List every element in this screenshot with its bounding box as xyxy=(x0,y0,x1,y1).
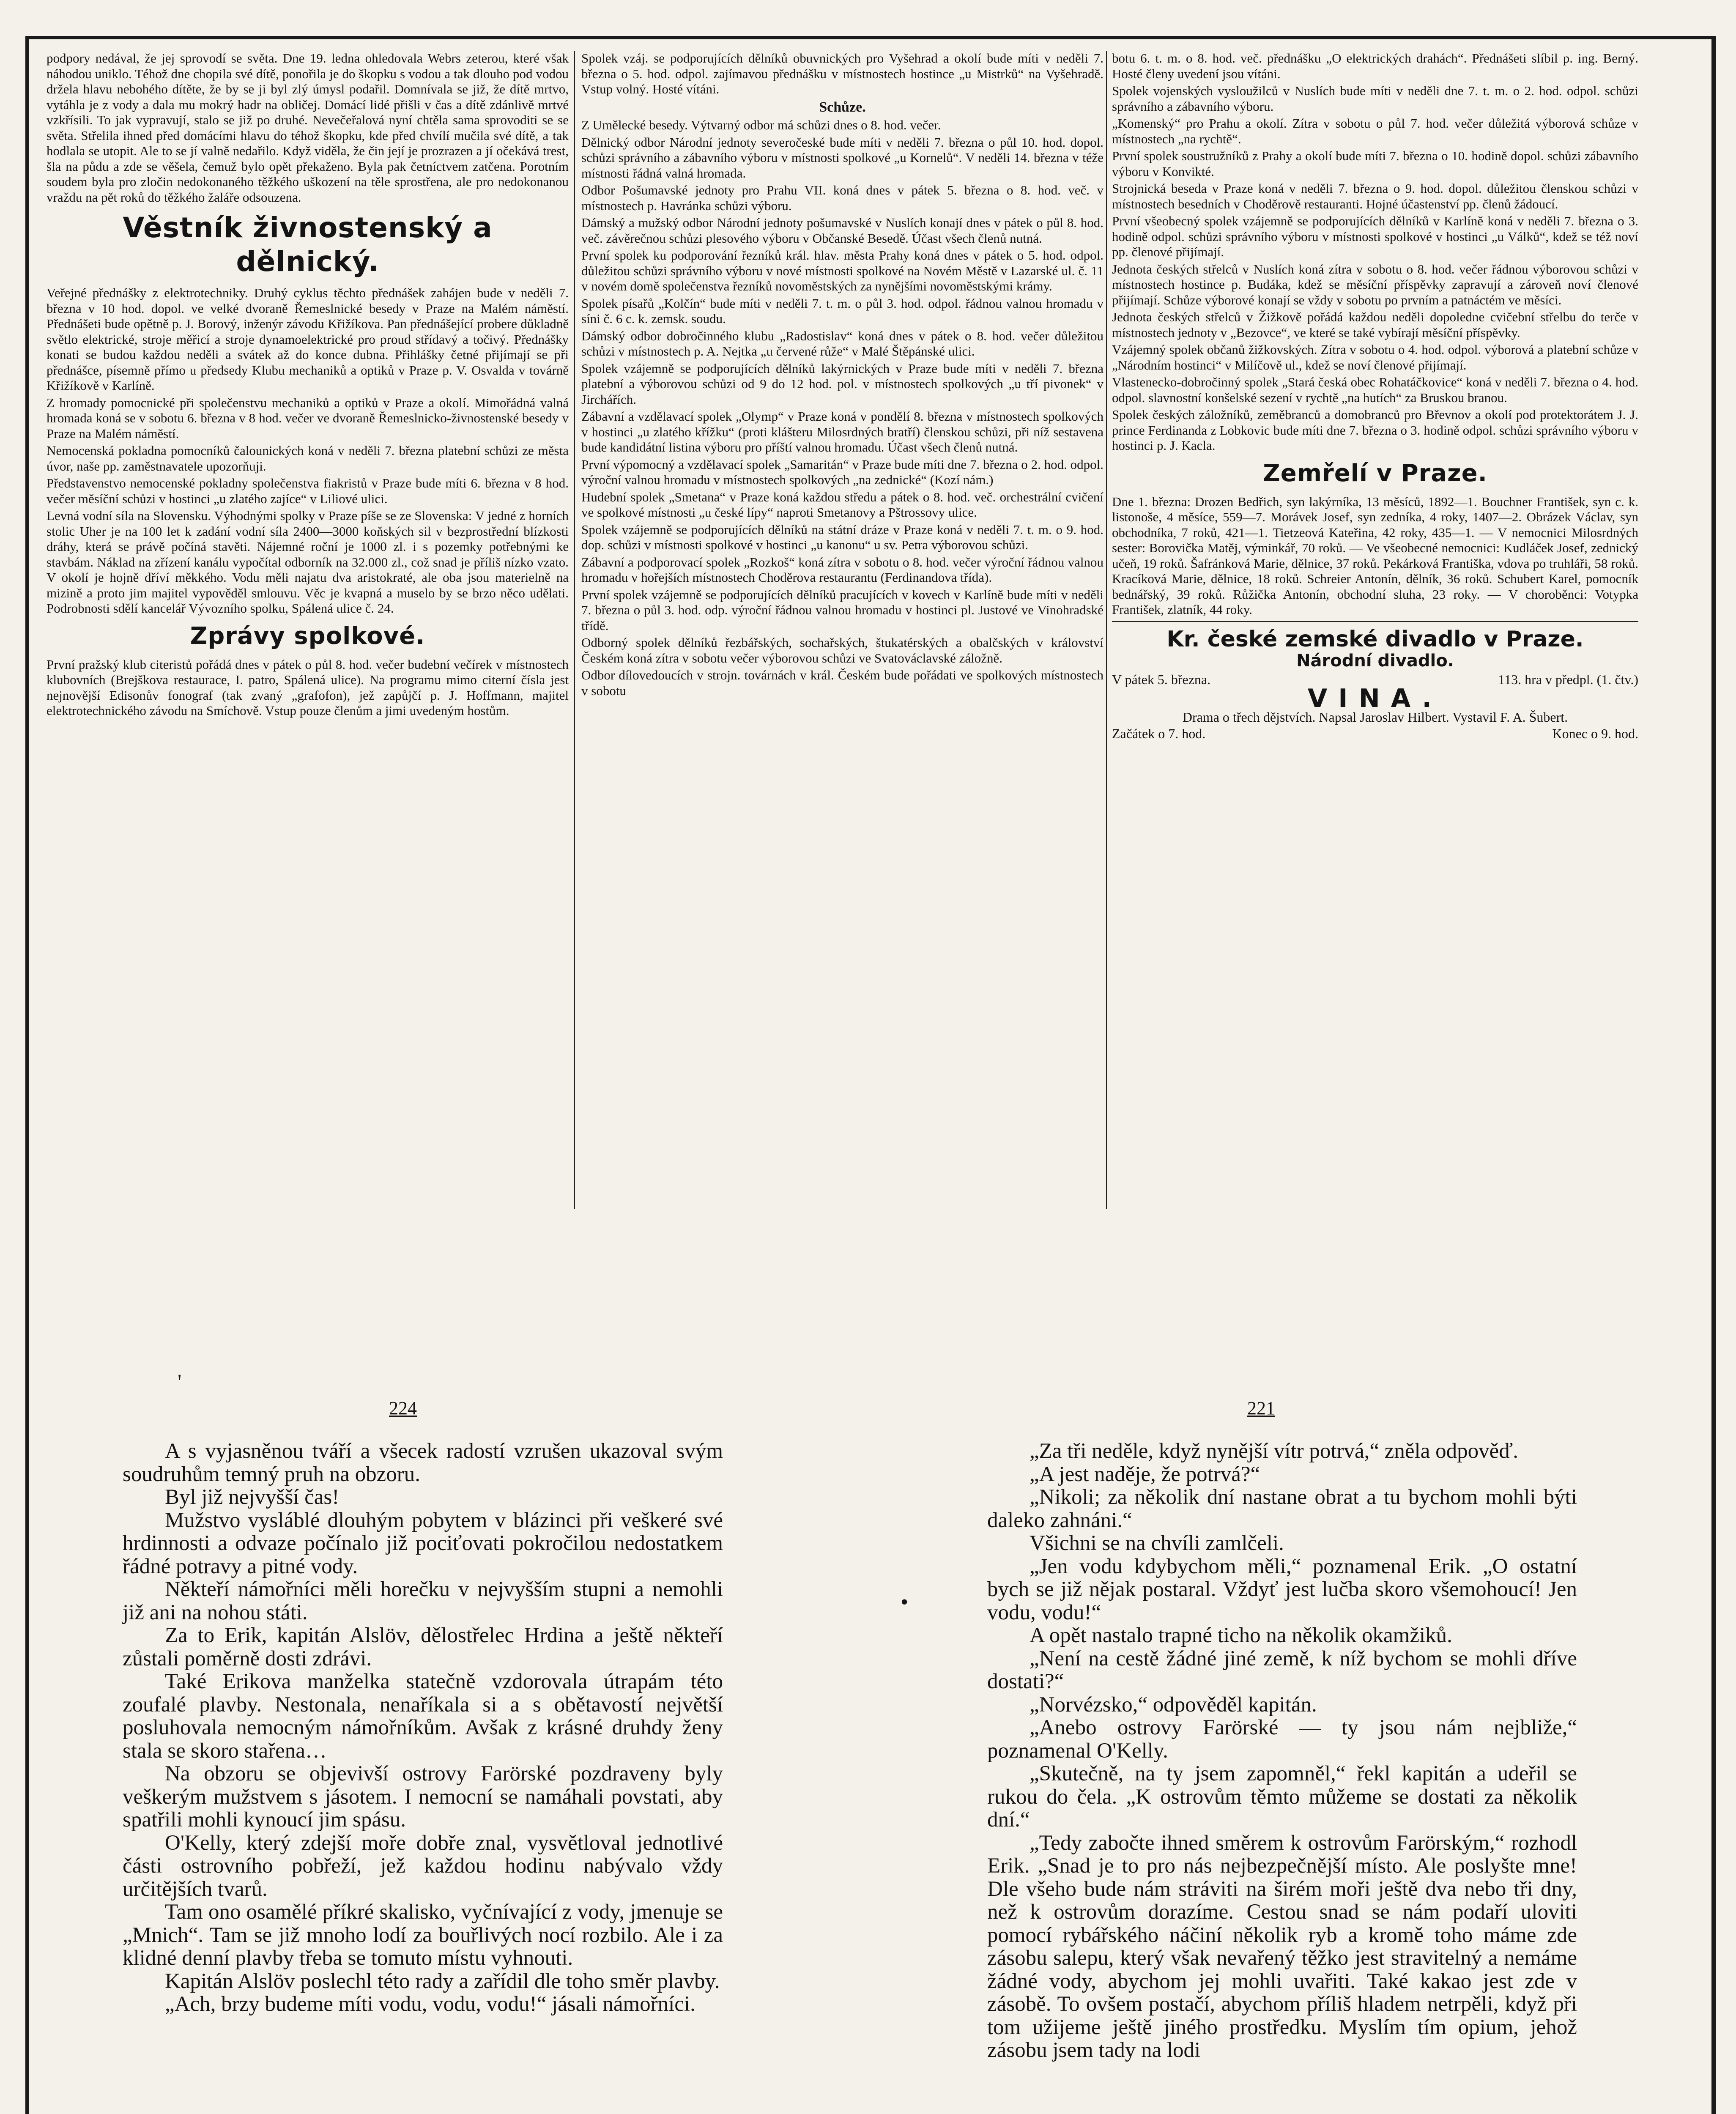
bullet-mark: • xyxy=(901,1590,909,1614)
page-number-right: 221 xyxy=(1247,1398,1275,1418)
page-frame-left xyxy=(25,36,29,2114)
page-number-left: 224 xyxy=(389,1398,417,1418)
book-paragraph: Také Erikova manželka statečně vzdorovala útrapám této zoufalé plavby. Nestonala, nenaříkala si a s obětavostí největší posluhovala nemocným námořníkům. Avšak z krásné druhdy ženy stala se skoro stařena… xyxy=(123,1670,723,1763)
book-paragraph: „Norvézsko,“ odpověděl kapitán. xyxy=(1030,1692,1317,1717)
heading-zemreli: Zemřelí v Praze. xyxy=(1263,459,1487,487)
article-paragraph: Z hromady pomocnické při společenstvu mechaniků a optiků v Praze a okolí. Mimořádná valná hromada koná se v sobotu 6. března v 8 hod. večer ve dvoraně Řemeslnicko-živnostenské besedy v Praze na Malém náměstí. xyxy=(47,395,569,441)
margin-mark: ' xyxy=(178,1370,182,1394)
newspaper-column-1 xyxy=(47,51,569,720)
heading-vestnik: Věstník živnostenský a dělnický. xyxy=(123,211,493,278)
notice-paragraph: První výpomocný a vzdělavací spolek „Samaritán“ v Praze bude míti dne 7. března o 2. hod. odpol. výroční valnou hromadu v místnostech spolkových „na zednické“ (Kozí nám.) xyxy=(581,457,1103,487)
notice-paragraph: Jednota českých střelců v Nuslích koná zítra v sobotu o 8. hod. večer řádnou výborovou schůzi v místnostech hostince p. Budáka, kdež se měsíční příspěvky zapravují a zároveň noví členové přijímají. Schůze výborové konají se vždy v sobotu po prvním a patnáctém ve měsíci. xyxy=(1112,261,1638,307)
section-rule xyxy=(1112,621,1638,622)
book-paragraph: Někteří námořníci měli horečku v nejvyšším stupni a nemohli již ani na nohou státi. xyxy=(123,1577,723,1624)
notice-paragraph: Vzájemný spolek občanů žižkovských. Zítra v sobotu o 4. hod. odpol. výborová a platební schůze v „Národním hostinci“ v Milíčově ul., kdež se noví členové přijímají. xyxy=(1112,342,1638,372)
column-divider xyxy=(574,51,575,1209)
column-divider xyxy=(1106,51,1107,1209)
book-paragraph: „A jest naděje, že potrvá?“ xyxy=(1030,1462,1260,1486)
article-paragraph: Levná vodní síla na Slovensku. Výhodnými spolky v Praze píše se ze Slovenska: V jedné z horních stolic Uher je na 100 let k zadání vodní síla 2400—3000 koňských sil v bezprostřední blízkosti dráhy, která se právě počíná stavěti. Nájemné roční je 1000 zl. i s pozemky potřebnými ke stavbám. Náklad na zřízení kanálu vypočítal odborník na 32.000 zl., což snad je příliš nízko vzato. V okolí je hojně dříví měkkého. Vodu měli najatu dva aristokraté, ale oba jsou materielně na mizině a proto jim majitel vypověděl smlouvu. Věc je kvapná a muselo by se brzo něco udělati. Podrobnosti sdělí kancelář Vývozního spolku, Spálená ulice č. 24. xyxy=(47,508,569,616)
zemreli-list xyxy=(1112,494,1638,618)
book-paragraph: Kapitán Alslöv poslechl této rady a zařídil dle toho směr plavby. xyxy=(165,1969,720,1993)
notice-paragraph: Dámský odbor dobročinného klubu „Radostislav“ koná dnes v pátek o 8. hod. večer důležitou schůzi v místnostech p. A. Nejtka „u červené růže“ v Malé Štěpánské ulici. xyxy=(581,328,1103,359)
notice-paragraph: První spolek soustružníků z Prahy a okolí bude míti 7. března o 10. hodině dopol. schůzi zábavního výboru v Konvikté. xyxy=(1112,148,1638,179)
book-paragraph: Všichni se na chvíli zamlčeli. xyxy=(1030,1531,1284,1555)
page-frame-top xyxy=(25,36,1712,39)
book-paragraph: Byl již nejvyšší čas! xyxy=(165,1485,340,1509)
article-paragraph: Veřejné přednášky z elektrotechniky. Druhý cyklus těchto přednášek zahájen bude v neděli 7. března v 10 hod. dopol. ve velké dvoraně Řemeslnické besedy v Praze na Malém náměstí. Přednášeti bude opětně p. J. Borový, inženýr závodu Křižíkova. Pan přednášející probere důkladně světlo elektrické, stroje měřicí a stroje dynamoelektrické pro proud střídavý a točivý. Přednášky konati se budou každou neděli a svátek až do konce dubna. Přihlášky četné přijímají se při přednášce, písemně přímo u předsedy Klubu mechaniků a optiků v Praze p. V. Osvalda v továrně Křižíkově v Karlíně. xyxy=(47,285,569,393)
notice-paragraph: Jednota českých střelců v Žižkově pořádá každou neděli dopoledne cvičební střelbu do terče v místnostech jednoty v „Bezovce“, ve které se také vybírají měsíční příspěvky. xyxy=(1112,309,1638,340)
article-paragraph: podpory nedával, že jej sprovodí se světa. Dne 19. ledna ohledovala Webrs zeterou, které však náhodou uniklo. Téhož dne chopila své dítě, ponořila je do škopku s vodou a tak dlouho pod vodou držela hlavu nebohého dítěte, že by se ji byl zlý úmysl podařil. Domnívala se již, že dítě mrtvo, vytáhla je z vody a dala mu mokrý hadr na obličej. Domácí lidé přišli v čas a dítě zdánlivě mrtvé vzkřísili. To jak vypravují, stalo se již po druhé. Nevečeřalová nyní chtěla sama sprovoditi se se světa. Střelila ihned před domácími hlavu do téhož škopku, kde před chvílí mučila své dítě, a tak hodlala se utopit. Ale to se jí valně nedařilo. Když viděla, že čin její je prozrazen a jí očekává trest, šla na půdu a zde se věšela, čemuž bylo opět překaženo. Byla pak četníctvem zatčena. Porotním soudem byla pro zločin nedokonaného těžkého uškození na těle sprostřena, ale pro nedokonanou vraždu na pět roků do těžkého žaláře odsouzena. xyxy=(47,51,569,205)
notice-paragraph: První spolek ku podporování řezníků král. hlav. města Prahy koná dnes v pátek o 5. hod. odpol. důležitou schůzi správního výboru v nové místnosti spolkové na Novém Městě v Lazarské ul. č. 11 v novém domě společenstva řezníků novoměstských za nynějšími novoměstskými krámy. xyxy=(581,248,1103,293)
column-3-notices xyxy=(1112,51,1638,454)
theatre-play-title: VINA. xyxy=(1307,683,1443,713)
notice-paragraph: Odbor dílovedoucích v strojn. továrnách v král. Českém bude pořádati ve spolkových místnostech v sobotu xyxy=(581,668,1103,698)
book-paragraph: „Není na cestě žádné jiné země, k níž bychom se mohli dříve dostati?“ xyxy=(987,1646,1577,1693)
notice-paragraph: Zábavní a podporovací spolek „Rozkoš“ koná zítra v sobotu o 8. hod. večer výroční řádnou valnou hromadu v hořejších místnostech Choděrova restaurantu (Ferdinandova třída). xyxy=(581,554,1103,585)
notice-paragraph: Spolek vojenských vysloužilců v Nuslích bude míti v neděli dne 7. t. m. o 2. hod. odpol. schůzi správního a zábavního výboru. xyxy=(1112,83,1638,114)
book-paragraph: „Nikoli; za několik dní nastane obrat a tu bychom mohli býti daleko zahnáni.“ xyxy=(987,1485,1577,1532)
theatre-subscription: 113. hra v předpl. (1. čtv.) xyxy=(1498,672,1638,687)
notice-paragraph: První všeobecný spolek vzájemně se podporujících dělníků v Karlíně koná v neděli 7. března o 3. hodině odpol. schůzi správního výboru v místnosti spolkové v hostinci „u Válků“, kdež se též noví pp. členové přijímají. xyxy=(1112,214,1638,259)
book-paragraph: „Ach, brzy budeme míti vodu, vodu, vodu!“ jásali námořníci. xyxy=(165,1992,695,2016)
book-paragraph: „Anebo ostrovy Farörské — ty jsou nám nejbliže,“ poznamenal O'Kelly. xyxy=(987,1716,1577,1763)
notice-paragraph: Odborný spolek dělníků řezbářských, sochařských, štukatérských a obalčských v království Českém koná zítra v sobotu večer výborovou schůzi ve Svatováclavské záložně. xyxy=(581,635,1103,665)
notice-paragraph: Dělnický odbor Národní jednoty severočeské bude míti v neděli 7. března o půl 10. hod. dopol. schůzi správního a zábavního výboru v místnosti spolkové „u Kornelů“. V neděli 14. března v téže místnosti řádná valná hromada. xyxy=(581,134,1103,181)
book-paragraph: O'Kelly, který zdejší moře dobře znal, vysvětloval jednotlivé části ostrovního pobřeží, jež každou hodinu nabývalo vždy určitějších tvarů. xyxy=(123,1831,723,1901)
notice-paragraph: Spolek vzáj. se podporujících dělníků obuvnických pro Vyšehrad a okolí bude míti v neděli 7. března o 5. hod. odpol. zajímavou přednášku v místnostech hostince „u Mistrků“ na Vyšehradě. Vstup volný. Hosté vítáni. xyxy=(581,51,1103,96)
book-paragraph: Za to Erik, kapitán Alslöv, dělostřelec Hrdina a ještě někteří zůstali poměrně dosti zdrávi. xyxy=(123,1624,723,1670)
subheading-schuze: Schůze. xyxy=(819,99,866,115)
notice-paragraph: Z Umělecké besedy. Výtvarný odbor má schůzi dnes o 8. hod. večer. xyxy=(581,118,941,132)
book-paragraph: Na obzoru se objevivší ostrovy Farörské pozdraveny byly veškerým mužstvem s jásotem. I nemocní se namáhali povstati, aby spatřili mohli kynoucí jim spásu. xyxy=(123,1762,723,1832)
article-paragraph: První pražský klub citeristů pořádá dnes v pátek o půl 8. hod. večer budební večírek v místnostech klubovních (Brejškova restaurace, I. patro, Spálená ulice). Na programu mimo citerní čísla jest nejnovější Edisonův fonograf (tak zvaný „grafofon), jež zapůjčí p. J. Hoffmann, majitel elektrotechnického závodu na Smíchově. Vstup pouze členům a jimi uvedeným hostům. xyxy=(47,657,569,718)
notice-paragraph: Strojnická beseda v Praze koná v neděli 7. března o 9. hod. dopol. důležitou členskou schůzi v místnostech besedních v Choděrově restauranti. Hojné účastenství pp. členů žádoucí. xyxy=(1112,181,1638,211)
book-paragraph: „Za tři neděle, když nynější vítr potrvá,“ zněla odpověď. xyxy=(1030,1439,1518,1463)
newspaper-column-2 xyxy=(581,51,1103,700)
book-paragraph: A opět nastalo trapné ticho na několik okamžiků. xyxy=(1030,1624,1452,1647)
book-page-left xyxy=(123,1440,723,2016)
book-paragraph: „Skutečně, na ty jsem zapomněl,“ řekl kapitán a udeřil se rukou do čela. „K ostrovům těmto můžeme se dostati za několik dní.“ xyxy=(987,1762,1577,1832)
notice-paragraph: Hudební spolek „Smetana“ v Praze koná každou středu a pátek o 8. hod. več. orchestrální cvičení ve spolkové místnosti „u české lípy“ naproti Smetanovy a Pštrossovy ulice. xyxy=(581,489,1103,520)
theatre-times-row xyxy=(1112,726,1638,742)
book-paragraph: Mužstvo vysláblé dlouhým pobytem v blázinci při veškeré své hrdinnosti a odvaze počínalo již pociťovati pokročilou nedostatkem řádné potravy a pitné vody. xyxy=(123,1508,723,1578)
notice-paragraph: Spolek českých záložníků, zeměbranců a domobranců pro Břevnov a okolí pod protektorátem J. J. prince Ferdinanda z Lobkovic bude míti dne 7. března o 3. hodině odpol. schůzi správního výboru v hostinci p. J. Kacla. xyxy=(1112,407,1638,453)
notice-paragraph: „Komenský“ pro Prahu a okolí. Zítra v sobotu o půl 7. hod. večer důležitá výborová schůze v místnostech „na rychtě“. xyxy=(1112,116,1638,146)
notice-paragraph: Spolek vzájemně se podporujících dělníků na státní dráze v Praze koná v neděli 7. t. m. o 9. hod. dop. schůzi v místnosti spolkové v hostinci „u kanonu“ u sv. Petra výborovou schůzi. xyxy=(581,522,1103,552)
notice-paragraph: Dámský a mužský odbor Národní jednoty pošumavské v Nuslích konají dnes v pátek o půl 8. hod. več. závěrečnou schůzi plesového výboru v Občanské Besedě. Účast všech členů nutná. xyxy=(581,215,1103,246)
column-2-notices-a xyxy=(581,51,1103,97)
theatre-description: Drama o třech dějstvích. Napsal Jaroslav Hilbert. Vystavil F. A. Šubert. xyxy=(1182,709,1568,725)
notice-paragraph: Odbor Pošumavské jednoty pro Prahu VII. koná dnes v pátek 5. března o 8. hod. več. v místnostech p. Havránka schůzi výboru. xyxy=(581,183,1103,213)
article-paragraph: Představenstvo nemocenské pokladny společenstva fiakristů v Praze bude míti 6. března v 8 hod. večer měsíční schůzi v hostinci „u zlatého zajíce“ v Liliové ulici. xyxy=(47,476,569,506)
book-paragraph: „Jen vodu kdybychom měli,“ poznamenal Erik. „O ostatní bych se již nějak postaral. Vždyť jest lučba skoro všemohoucí! Jen vodu, vodu!“ xyxy=(987,1554,1577,1624)
notice-paragraph: První spolek vzájemně se podporujících dělníků pracujících v kovech v Karlíně bude míti v neděli 7. března o půl 3. hod. odp. výroční řádnou valnou hromadu v hostinci pl. Justové ve Vinohradské třídě. xyxy=(581,587,1103,633)
notice-paragraph: botu 6. t. m. o 8. hod. več. přednášku „O elektrických drahách“. Přednášeti slíbil p. ing. Berný. Hosté členy uvedení jsou vítáni. xyxy=(1112,51,1638,81)
column-1-top-article xyxy=(47,51,569,205)
book-page-right xyxy=(987,1440,1577,2062)
notice-paragraph: Vlastenecko-dobročinný spolek „Stará česká obec Rohatáčkovice“ koná v neděli 7. března o 4. hod. odpol. slavnostní konšelské sezení v rychtě „na hutích“ za Bruskou branou. xyxy=(1112,375,1638,405)
book-paragraph: „Tedy zabočte ihned směrem k ostrovům Farörským,“ rozhodl Erik. „Snad je to pro nás nejbezpečnější místo. Ale poslyšte mne! Dle všeho bude nám stráviti na širém moři ještě dva nebo tři dny, než k ostrovům dorazíme. Cestou snad se nám podaří uloviti pomocí rybářského náčiní několik ryb a kromě toho máme zde zásobu salepu, který však nevařený těžko jest stravitelný a nemáme žádné vody, abychom jej mohli uvařiti. Také kakao jest zde v zásobě. To ovšem postačí, abychom příliš hladem netrpěli, když při tom užijeme ještě jiného prostředku. Myslím tím opium, jehož zásobu jsem tady na lodi xyxy=(987,1831,1577,2062)
notice-paragraph: Spolek písařů „Kolčín“ bude míti v neděli 7. t. m. o půl 3. hod. odpol. řádnou valnou hromadu v síni č. 6 c. k. zemsk. soudu. xyxy=(581,296,1103,326)
column-2-notices-b xyxy=(581,118,1103,698)
page-frame-right xyxy=(1711,36,1716,2114)
article-paragraph: Nemocenská pokladna pomocníků čalounických koná v neděli 7. března platební schůzi ze města úvor, naše pp. zaměstnavatele upozorňuji. xyxy=(47,443,569,474)
theatre-title: Kr. české zemské divadlo v Praze. xyxy=(1166,626,1584,652)
vestnik-articles xyxy=(47,285,569,616)
theatre-subtitle: Národní divadlo. xyxy=(1296,651,1454,671)
theatre-end: Konec o 9. hod. xyxy=(1552,726,1638,741)
notice-paragraph: Spolek vzájemně se podporujících dělníků lakýrnických v Praze bude míti v neděli 7. března platební a výborovou schůzi od 9 do 12 hod. pol. v místnostech spolkových „u tří pivonek“ v Jirchářích. xyxy=(581,361,1103,407)
notice-paragraph: Zábavní a vzdělavací spolek „Olymp“ v Praze koná v pondělí 8. března v místnostech spolkových v hostinci „u zlatého křížku“ (proti klášteru Milosrdných bratří) členskou schůzi, při níž sestavena bude kandidátní listina výboru pro příští valnou hromadu. Účast všech členů nutná. xyxy=(581,409,1103,455)
book-paragraph: Tam ono osamělé příkré skalisko, vyčnívající z vody, jmenuje se „Mnich“. Tam se již mnoho lodí za bouřlivých nocí rozbilo. Ale i za klidné denní plavby třeba se tomuto místu vyhnouti. xyxy=(123,1900,723,1970)
theatre-date: V pátek 5. března. xyxy=(1112,672,1211,687)
newspaper-column-3 xyxy=(1112,51,1638,742)
theatre-start: Začátek o 7. hod. xyxy=(1112,726,1206,741)
heading-zpravy-spolkove: Zprávy spolkové. xyxy=(190,622,425,650)
zpravy-articles xyxy=(47,657,569,719)
death-notice-paragraph: Dne 1. března: Drozen Bedřich, syn lakýrníka, 13 měsíců, 1892—1. Bouchner František, syn c. k. listonoše, 4 měsíce, 559—7. Morávek Josef, syn zedníka, 4 roky, 1407—2. Obrázek Václav, syn obchodníka, 7 roků, 421—1. Tietzeová Kateřina, 42 roky, 435—1. — V nemocnici Milosrdných sester: Borovička Matěj, výminkář, 70 roků. — Ve všeobecné nemocnici: Kudláček Josef, zednický učeň, 19 roků. Šafránková Marie, dělnice, 37 roků. Pekárková Františka, vdova po truhláři, 58 roků. Kracíková Marie, dělnice, 18 roků. Schreier Antonín, dělník, 36 roků. Schubert Karel, pomocník bednářský, 39 roků. Růžička Antonín, obchodní sluha, 23 roky. — V choroběnci: Votypka František, zlatník, 44 roky. xyxy=(1112,494,1638,617)
book-paragraph: A s vyjasněnou tváří a všecek radostí vzrušen ukazoval svým soudruhům temný pruh na obzoru. xyxy=(123,1439,723,1486)
